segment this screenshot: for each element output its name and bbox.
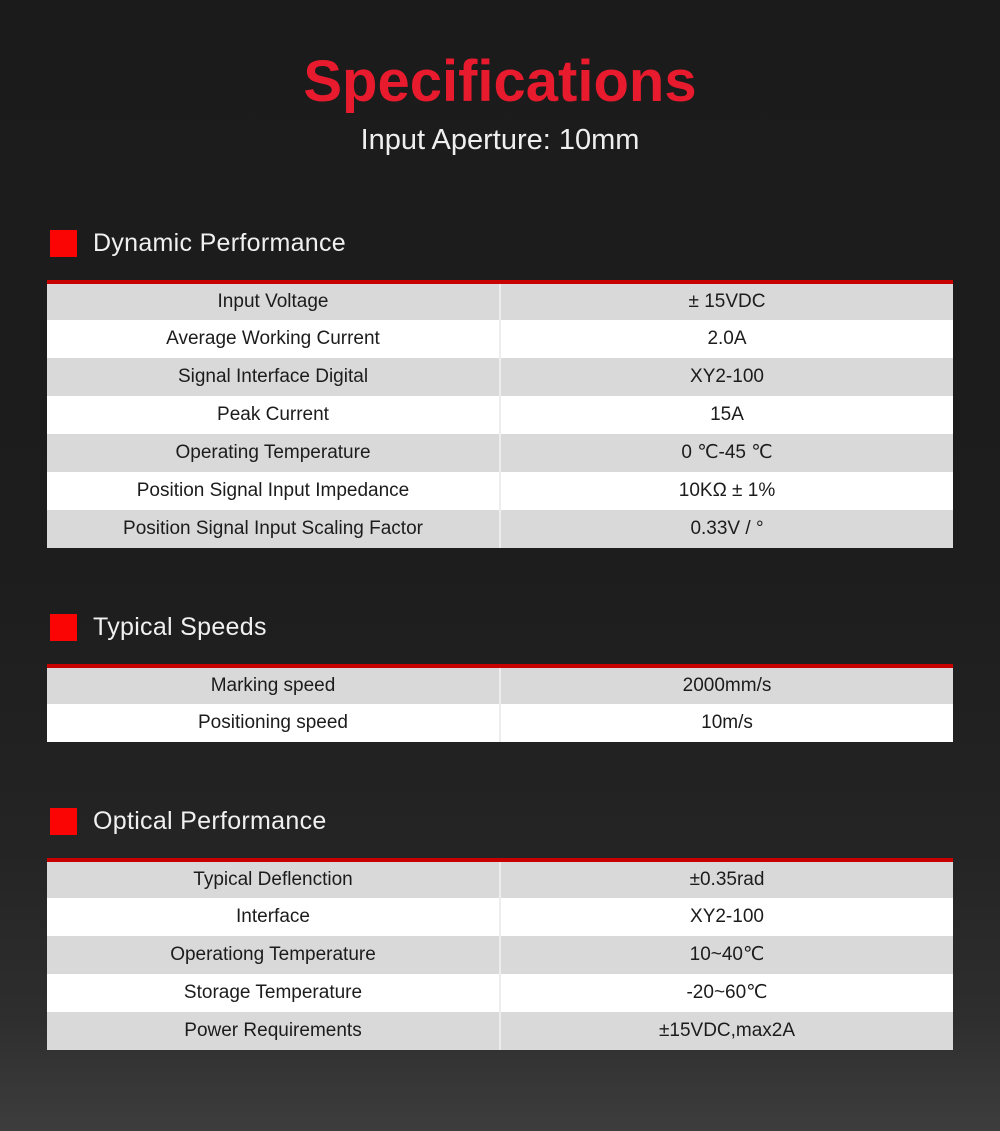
spec-table: [47, 858, 953, 1050]
table-row: [47, 510, 953, 548]
spec-label-cell: Positioning speed: [47, 704, 500, 742]
spec-label-cell: Signal Interface Digital: [47, 358, 500, 396]
table-row: [47, 936, 953, 974]
table-row: [47, 320, 953, 358]
spec-label-cell: Input Voltage: [47, 282, 500, 320]
spec-value-cell: -20~60℃: [686, 982, 768, 1004]
section-heading: Dynamic Performance: [93, 228, 347, 257]
spec-label-cell: Position Signal Input Impedance: [47, 472, 500, 510]
spec-value-cell: ± 15VDC: [688, 290, 766, 312]
spec-table-body: [47, 860, 953, 1050]
table-row: [47, 666, 953, 704]
spec-label-cell: Average Working Current: [47, 320, 500, 358]
section-header: [50, 808, 953, 835]
spec-value-cell: XY2-100: [690, 905, 764, 927]
spec-label-cell: Typical Deflenction: [47, 860, 500, 898]
red-square-bullet-icon: [50, 230, 77, 257]
table-row: [47, 860, 953, 898]
spec-label-cell: Operating Temperature: [47, 434, 500, 472]
table-row: [47, 704, 953, 742]
spec-label-cell: Position Signal Input Scaling Factor: [47, 510, 500, 548]
spec-label-cell: Storage Temperature: [47, 974, 500, 1012]
table-row: [47, 358, 953, 396]
spec-label-cell: Marking speed: [47, 666, 500, 704]
table-row: [47, 282, 953, 320]
spec-value-cell: 2.0A: [707, 327, 747, 349]
spec-value-cell: 0.33V / °: [690, 517, 764, 539]
spec-value-cell: 15A: [710, 403, 744, 425]
spec-label-cell: Operationg Temperature: [47, 936, 500, 974]
section-header: [50, 614, 953, 641]
page-subtitle: Input Aperture: 10mm: [360, 123, 640, 156]
spec-value-cell: 0 ℃-45 ℃: [681, 442, 773, 464]
spec-label-cell: Peak Current: [47, 396, 500, 434]
red-square-bullet-icon: [50, 614, 77, 641]
table-row: [47, 396, 953, 434]
section-heading: Optical Performance: [93, 806, 327, 835]
table-row: [47, 974, 953, 1012]
spec-value-cell: ±0.35rad: [689, 868, 765, 890]
spec-value-cell: XY2-100: [690, 365, 764, 387]
spec-label-cell: Interface: [47, 898, 500, 936]
table-row: [47, 898, 953, 936]
spec-value-cell: 2000mm/s: [682, 674, 772, 696]
hero-header: [0, 0, 1000, 157]
page-title: Specifications: [303, 49, 697, 114]
table-row: [47, 472, 953, 510]
sections: [0, 230, 1000, 1050]
spec-value-cell: 10KΩ ± 1%: [678, 479, 776, 501]
red-square-bullet-icon: [50, 808, 77, 835]
table-row: [47, 434, 953, 472]
section-header: [50, 230, 953, 257]
spec-table: [47, 280, 953, 548]
spec-value-cell: 10m/s: [701, 711, 753, 733]
spec-table-body: [47, 282, 953, 548]
spec-table-body: [47, 666, 953, 742]
spec-value-cell: ±15VDC,max2A: [658, 1019, 796, 1041]
spec-section: [47, 808, 953, 1050]
spec-section: [47, 614, 953, 742]
spec-label-cell: Power Requirements: [47, 1012, 500, 1050]
spec-section: [47, 230, 953, 548]
spec-table: [47, 664, 953, 742]
table-row: [47, 1012, 953, 1050]
spec-value-cell: 10~40℃: [689, 944, 765, 966]
section-heading: Typical Speeds: [93, 612, 267, 641]
